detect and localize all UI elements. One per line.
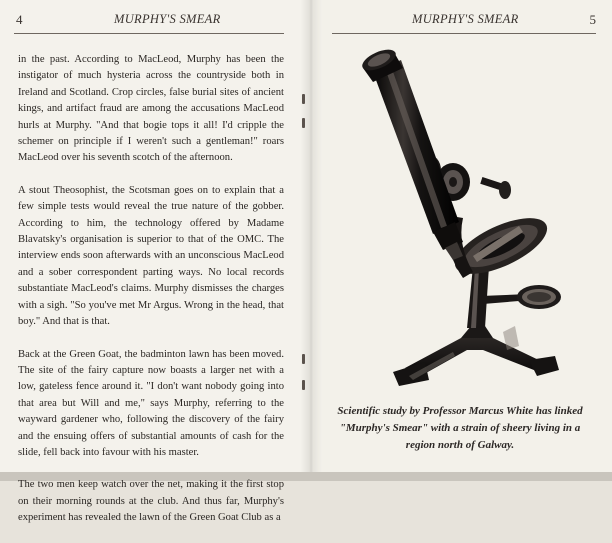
book-gutter — [300, 0, 322, 475]
left-page-header — [14, 8, 284, 32]
right-page-header — [332, 8, 596, 32]
right-page-number: 5 — [589, 12, 596, 27]
margin-mark-4 — [302, 380, 305, 390]
right-header-rule — [332, 33, 596, 34]
left-header-rule — [14, 33, 284, 34]
paragraph-4: The two men keep watch over the net, making it the first stop on their morning rounds at the club. And thus far, Murphy's experiment has revealed the lawn of the Green Goat Club as a — [18, 479, 284, 524]
paragraph-2: A stout Theosophist, the Scotsman goes on to explain that a few simple tests would reveal the true nature of the gobber. According to him, the technology offered by Madame Blavatsky's organisation is superior to that of the OMC. The interview ends soon afterwards with an unconscious MacLeod and a sober correspondent parting ways. No local records substantiate MacLeod's claims. Murphy dismisses the charges with a sigh. "So you've met Mr Argus. Wrong in the head, that boy." And that is that. — [18, 184, 284, 328]
margin-mark-1 — [302, 94, 305, 104]
microscope-icon — [333, 46, 595, 396]
right-running-head: MURPHY'S SMEAR — [412, 12, 519, 26]
margin-mark-2 — [302, 118, 305, 128]
microscope-illustration — [333, 46, 595, 396]
paragraph-3: Back at the Green Goat, the badminton lawn has been moved. The site of the fairy capture now boasts a larger net with a low, gateless fence around it. "I don't want nobody going into that area but Will and me," says Murphy, referring to the wayward gardener who, following the discovery of the fairy and the ensuing offers of substantial amounts of cash for the slide, fell back into favour with his master. — [18, 348, 284, 458]
margin-mark-3 — [302, 354, 305, 364]
left-body-text — [18, 52, 284, 543]
left-page-number: 4 — [16, 12, 23, 27]
left-running-head: MURPHY'S SMEAR — [114, 12, 221, 26]
figure-caption: Scientific study by Professor Marcus White has linked "Murphy's Smear" with a strain of sheery living in a region north of Galway. — [337, 405, 583, 451]
paragraph-1: in the past. According to MacLeod, Murphy has been the instigator of much hysteria across the countryside both in Ireland and Scotland. Crop circles, false burial sites of ancient kings, and artifact fraud are among the accusations MacLeod hurls at Murphy. "And that bogie tops it all! I'd cripple the schemer on principle if I weren't such a gentleman!" roars MacLeod over his seventh scotch of the afternoon. — [18, 54, 284, 164]
